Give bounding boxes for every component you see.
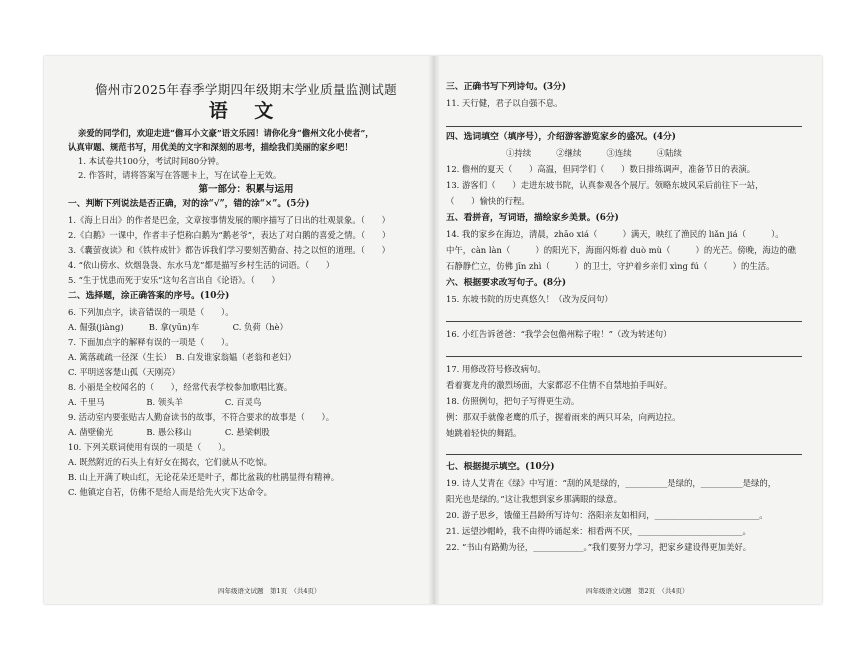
answer-line bbox=[446, 321, 802, 322]
question-10: 10. 下列关联词使用有误的一项是（ ）。 bbox=[68, 442, 231, 452]
question-11: 11. 天行健，君子以自强不息。 bbox=[446, 98, 563, 108]
question-8: 8. 小丽是全校闻名的（ ），经常代表学校参加歌唱比赛。 bbox=[68, 382, 293, 392]
question-14-cont: 中午，càn làn（ ）的阳光下，海面闪烁着 duò mù（ ）的光芒。傍晚，海边的礁 bbox=[446, 245, 797, 255]
question-14-cont: 石静静伫立，仿佛 jīn zhì（ ）的卫士，守护着乡亲们 xìng fú（ ）的生活。 bbox=[446, 261, 775, 271]
question-13-cont: （ ）愉快的行程。 bbox=[446, 196, 530, 206]
question-3: 3.《囊萤夜读》和《铁杵成针》都告诉我们学习要刻苦勤奋、持之以恒的道理。（ ） bbox=[68, 245, 391, 255]
question-10-option-c: C. 他镇定自若，仿佛不是给人而是给先火灾下达命令。 bbox=[68, 487, 273, 497]
question-12: 12. 儋州的夏天（ ）高温，但同学们（ ）数日排练调声，准备节日的表演。 bbox=[446, 164, 756, 174]
page-footer: 四年级语文试题 第2页 （共4页） bbox=[586, 587, 689, 595]
page-footer: 四年级语文试题 第1页 （共4页） bbox=[218, 587, 321, 595]
section-heading-6: 六、根据要求改写句子。(8分) bbox=[446, 278, 567, 288]
intro-line: 认真审题、规范书写，用优美的文字和深刻的思考，描绘我们美丽的家乡吧！ bbox=[68, 142, 353, 152]
question-4: 4. “依山傍水、炊烟袅袅、东水马龙”都是描写乡村生活的词语。（ ） bbox=[68, 260, 335, 270]
question-18-sentence: 她跳着轻快的舞蹈。 bbox=[446, 428, 522, 438]
question-7: 7. 下面加点字的解释有误的一项是（ ）。 bbox=[68, 337, 234, 347]
question-18-example: 例：那双手就像老鹰的爪子，握着雨来的两只耳朵，向两边拉。 bbox=[446, 412, 681, 422]
page-2 bbox=[446, 56, 802, 604]
question-18: 18. 仿照例句，把句子写得更生动。 bbox=[446, 396, 580, 406]
intro-note: 2. 作答时，请将答案写在答题卡上，写在试卷上无效。 bbox=[78, 170, 282, 180]
question-6-options: A. 倔强(jiàng) B. 拿(yūn)车 C. 负荷（hè） bbox=[68, 322, 288, 332]
question-17: 17. 用修改符号修改病句。 bbox=[446, 364, 546, 374]
question-8-options: A. 千里马 B. 领头羊 C. 百灵鸟 bbox=[68, 397, 262, 407]
question-19: 19. 诗人艾青在《绿》中写道：“刮的风是绿的，__________是绿的，__________是绿的， bbox=[446, 478, 777, 488]
question-1: 1.《海上日出》的作者是巴金，文章按事情发展的顺序描写了日出的壮观景象。（ ） bbox=[68, 215, 391, 225]
intro-note: 1. 本试卷共100分，考试时间80分钟。 bbox=[78, 156, 225, 166]
question-21: 21. 远望沙帽岭，我不由得吟诵起来：相看两不厌，_________________________。 bbox=[446, 526, 751, 536]
section-heading-3: 三、正确书写下列诗句。(3分) bbox=[446, 82, 567, 92]
question-7-options: A. 篱落疏疏一径深（生长） B. 白发谁家翁媪（老翁和老妇） bbox=[68, 352, 297, 362]
question-15: 15. 东坡书院的历史真悠久！（改为反问句） bbox=[446, 294, 613, 304]
answer-line bbox=[446, 356, 802, 357]
question-9: 9. 活动室内要张贴古人勤奋读书的故事，不符合要求的故事是（ ）。 bbox=[68, 412, 335, 422]
question-14: 14. 我的家乡在海边，清晨，zhāo xiá（ ）满天，映红了渔民的 liǎn jiá（ ）。 bbox=[446, 229, 784, 239]
question-16: 16. 小红告诉爸爸：“我学会包儋州粽子啦！”（改为转述句） bbox=[446, 329, 672, 339]
answer-line bbox=[446, 454, 802, 455]
part-heading: 第一部分：积累与运用 bbox=[198, 184, 294, 195]
subject-title: 语 文 bbox=[208, 100, 284, 122]
word-options: ①持续 ②继续 ③连续 ④陆续 bbox=[506, 148, 682, 158]
question-13: 13. 游客们（ ）走进东坡书院，认真参观各个展厅。领略东坡风采后前往下一站， bbox=[446, 180, 764, 190]
section-heading-5: 五、看拼音，写词语，描绘家乡美景。(6分) bbox=[446, 213, 619, 223]
question-2: 2.《白鹅》一课中，作者丰子恺称白鹅为“鹅老爷”，表达了对白鹅的喜爱之情。（ ） bbox=[68, 230, 391, 240]
answer-line bbox=[446, 126, 802, 127]
intro-line: 亲爱的同学们，欢迎走进“儋耳小文豪”语文乐园！请你化身“儋州文化小使者”， bbox=[78, 128, 374, 138]
question-19-cont: 阳光也是绿的。”这让我想到家乡那满眼的绿意。 bbox=[446, 494, 622, 504]
section-heading-7: 七、根据提示填空。(10分) bbox=[446, 462, 555, 472]
question-9-options: A. 凿壁偷光 B. 愚公移山 C. 悬梁刺股 bbox=[68, 427, 270, 437]
page-fold bbox=[428, 56, 440, 604]
exam-title: 儋州市2025年春季学期四年级期末学业质量监测试题 bbox=[95, 82, 397, 97]
question-22: 22. “书山有路勤为径，____________。”我们要努力学习，把家乡建设得更加美好。 bbox=[446, 542, 752, 552]
question-20: 20. 游子思乡，饿僮王昌龄所写诗句：洛阳亲友如相问，_________________________。 bbox=[446, 510, 768, 520]
question-17-sentence: 看着赛龙舟的激烈场面，大家都忍不住情不自禁地拍手叫好。 bbox=[446, 380, 673, 390]
section-heading-1: 一、判断下列说法是否正确，对的涂“√”，错的涂“×”。(5分) bbox=[68, 199, 310, 209]
question-6: 6. 下列加点字，读音错误的一项是（ ）。 bbox=[68, 307, 234, 317]
question-7-option-c: C. 平明送客楚山孤（天刚亮） bbox=[68, 367, 180, 377]
section-heading-4: 四、选词填空（填序号），介绍游客游览家乡的盛况。(4分) bbox=[446, 132, 676, 142]
page-1 bbox=[68, 56, 424, 604]
question-10-option-a: A. 既然附近的石头上有好女在揭衣，它们就从不吃惊。 bbox=[68, 457, 272, 467]
section-heading-2: 二、选择题，涂正确答案的序号。(10分) bbox=[68, 291, 230, 301]
question-5: 5. “生于忧患而死于安乐”这句名言出自《论语》。（ ） bbox=[68, 275, 280, 285]
question-10-option-b: B. 山上开满了映山红，无论花朵还是叶子，都比盆栽的杜鹃显得有精神。 bbox=[68, 472, 340, 482]
exam-sheet bbox=[44, 56, 822, 604]
